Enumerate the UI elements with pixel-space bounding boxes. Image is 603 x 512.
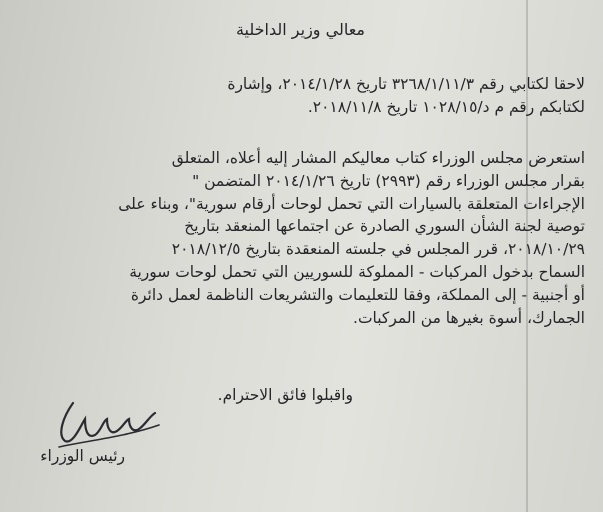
body-line-2: بقرار مجلس الوزراء رقم (٢٩٩٣) تاريخ ٢٠١٤/١/٢٦ المتضمن " — [192, 172, 585, 190]
body-line-1: استعرض مجلس الوزراء كتاب معاليكم المشار إليه أعلاه، المتعلق — [171, 149, 585, 167]
body-line-7: أو أجنبية - إلى المملكة، وفقا للتعليمات والتشريعات الناظمة لعمل دائرة — [130, 286, 585, 304]
reference-line-2: لكتابكم رقم م د/١٠٢٨/١٥ تاريخ ٢٠١٨/١١/٨. — [307, 98, 585, 116]
reference-line-1: لاحقا لكتابي رقم ٣٢٦٨/١/١١/٣ تاريخ ٢٠١٤/١/٢٨، وإشارة — [227, 75, 585, 93]
signature-title: رئيس الوزراء — [40, 447, 125, 465]
body-line-4: توصية لجنة الشأن السوري الصادرة عن اجتماعها المنعقد بتاريخ — [184, 217, 585, 235]
body-line-6: السماح بدخول المركبات - المملوكة للسوريين التي تحمل لوحات سورية — [129, 263, 585, 281]
closing-line: واقبلوا فائق الاحترام. — [217, 386, 353, 404]
body-line-3: الإجراءات المتعلقة بالسيارات التي تحمل لوحات أرقام سورية"، وبناء على — [118, 195, 585, 213]
body-line-8: الجمارك، أسوة بغيرها من المركبات. — [353, 309, 585, 327]
body-line-5: ٢٠١٨/١٠/٢٩، قرر المجلس في جلسته المنعقدة بتاريخ ٢٠١٨/١٢/٥ — [171, 240, 585, 258]
letter-heading: معالي وزير الداخلية — [235, 20, 365, 39]
